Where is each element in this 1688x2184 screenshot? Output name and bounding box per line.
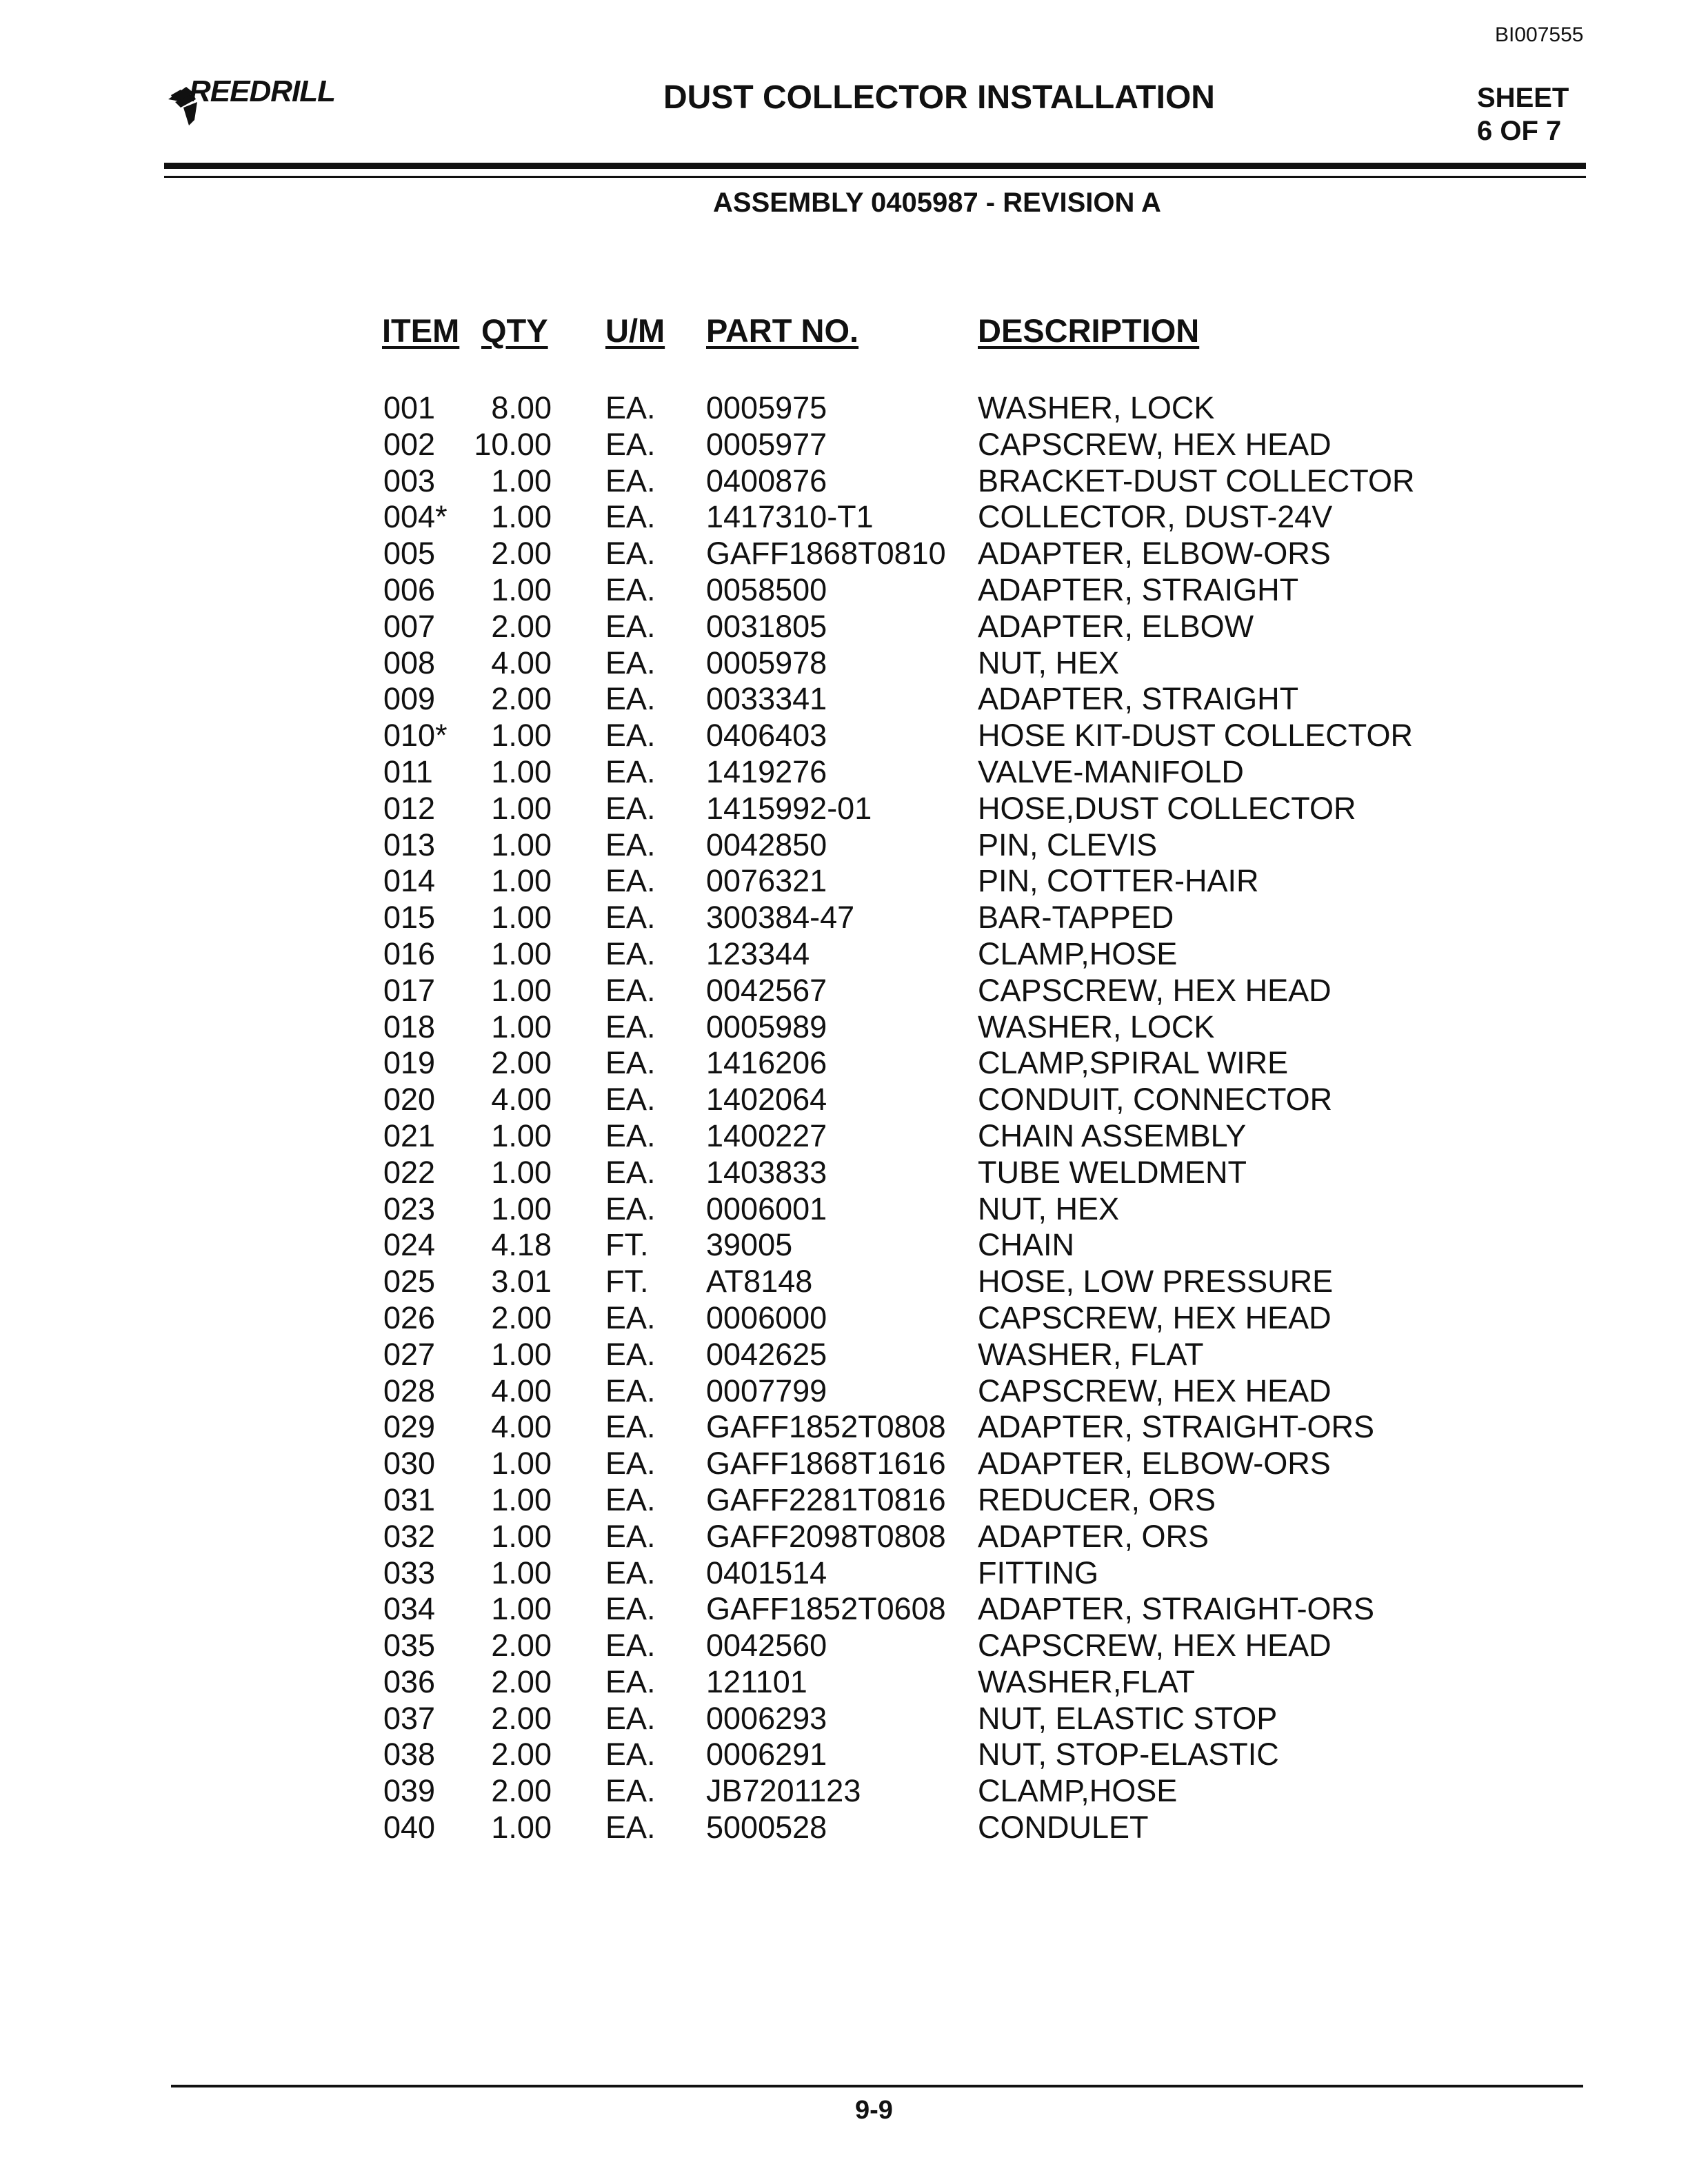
table-row: [0, 900, 1688, 936]
table-row: [0, 1446, 1688, 1482]
table-row: [0, 390, 1688, 427]
item-number: 023: [383, 1191, 436, 1226]
description: ADAPTER, STRAIGHT-ORS: [978, 1409, 1375, 1445]
quantity: 1.00: [491, 1009, 552, 1044]
unit-of-measure: EA.: [605, 1045, 656, 1081]
description: HOSE, LOW PRESSURE: [978, 1264, 1334, 1300]
item-number: 035: [383, 1628, 436, 1664]
description: CONDUIT, CONNECTOR: [978, 1082, 1333, 1118]
description: WASHER, FLAT: [978, 1336, 1204, 1372]
unit-of-measure: EA.: [605, 1154, 656, 1190]
quantity: 1.00: [491, 1518, 552, 1554]
quantity: 3.01: [491, 1264, 552, 1300]
description: HOSE,DUST COLLECTOR: [978, 790, 1356, 826]
table-row: [0, 572, 1688, 609]
item-number: 025: [383, 1264, 436, 1300]
item-number: 032: [383, 1518, 436, 1554]
unit-of-measure: FT.: [605, 1264, 649, 1300]
item-number: 031: [383, 1482, 436, 1517]
table-row: [0, 1701, 1688, 1737]
unit-of-measure: EA.: [605, 390, 656, 425]
part-number: 1400227: [706, 1118, 827, 1153]
item-number: 008: [383, 645, 436, 680]
unit-of-measure: EA.: [605, 536, 656, 572]
table-row: [0, 863, 1688, 900]
quantity: 1.00: [491, 863, 552, 899]
unit-of-measure: EA.: [605, 463, 656, 498]
item-number: 012: [383, 790, 436, 826]
unit-of-measure: EA.: [605, 1810, 656, 1846]
quantity: 1.00: [491, 1336, 552, 1372]
footer-divider: [171, 2085, 1583, 2087]
parts-table: [0, 390, 1688, 1846]
part-number: 0401514: [706, 1555, 827, 1590]
quantity: 4.00: [491, 1409, 552, 1445]
table-row: [0, 1555, 1688, 1592]
part-number: 121101: [706, 1664, 807, 1699]
description: BAR-TAPPED: [978, 900, 1174, 936]
item-number: 016: [383, 936, 436, 971]
part-number: 0005978: [706, 645, 827, 680]
table-row: [0, 1773, 1688, 1810]
item-number: 028: [383, 1373, 436, 1408]
item-number: 010*: [383, 718, 448, 754]
unit-of-measure: EA.: [605, 1737, 656, 1772]
item-number: 040: [383, 1810, 436, 1846]
quantity: 4.00: [491, 1082, 552, 1118]
description: CHAIN: [978, 1227, 1075, 1263]
description: WASHER, LOCK: [978, 390, 1215, 425]
part-number: 0031805: [706, 608, 827, 644]
unit-of-measure: EA.: [605, 718, 656, 754]
description: COLLECTOR, DUST-24V: [978, 499, 1333, 535]
description: ADAPTER, STRAIGHT: [978, 572, 1299, 607]
unit-of-measure: EA.: [605, 1773, 656, 1809]
description: REDUCER, ORS: [978, 1482, 1216, 1517]
unit-of-measure: EA.: [605, 1082, 656, 1118]
unit-of-measure: EA.: [605, 608, 656, 644]
description: NUT, HEX: [978, 1191, 1120, 1226]
quantity: 2.00: [491, 1664, 552, 1699]
part-number: 123344: [706, 936, 810, 971]
item-number: 001: [383, 390, 436, 425]
part-number: 300384-47: [706, 900, 855, 936]
part-number: AT8148: [706, 1264, 813, 1300]
description: ADAPTER, ELBOW: [978, 608, 1254, 644]
table-row: [0, 1737, 1688, 1773]
table-row: [0, 1519, 1688, 1555]
description: CLAMP,HOSE: [978, 1773, 1178, 1809]
quantity: 1.00: [491, 572, 552, 607]
table-row: [0, 1337, 1688, 1373]
description: CHAIN ASSEMBLY: [978, 1118, 1247, 1153]
quantity: 8.00: [491, 390, 552, 425]
item-number: 039: [383, 1773, 436, 1809]
part-number: GAFF1868T0810: [706, 536, 946, 572]
unit-of-measure: EA.: [605, 1518, 656, 1554]
quantity: 1.00: [491, 499, 552, 535]
column-header-qty: QTY: [481, 312, 548, 349]
unit-of-measure: EA.: [605, 1664, 656, 1699]
item-number: 020: [383, 1082, 436, 1118]
quantity: 1.00: [491, 790, 552, 826]
unit-of-measure: EA.: [605, 499, 656, 535]
quantity: 4.18: [491, 1227, 552, 1263]
description: WASHER,FLAT: [978, 1664, 1196, 1699]
unit-of-measure: EA.: [605, 426, 656, 462]
part-number: 0006293: [706, 1700, 827, 1736]
page-number: 9-9: [855, 2096, 893, 2125]
unit-of-measure: EA.: [605, 681, 656, 717]
item-number: 026: [383, 1300, 436, 1335]
table-row: [0, 499, 1688, 536]
column-header-part-no: PART NO.: [706, 312, 859, 349]
description: NUT, HEX: [978, 645, 1120, 680]
unit-of-measure: EA.: [605, 1009, 656, 1044]
table-row: [0, 1045, 1688, 1082]
quantity: 4.00: [491, 1373, 552, 1408]
description: ADAPTER, STRAIGHT: [978, 681, 1299, 717]
quantity: 2.00: [491, 536, 552, 572]
quantity: 2.00: [491, 1300, 552, 1335]
quantity: 1.00: [491, 1154, 552, 1190]
assembly-title: ASSEMBLY 0405987 - REVISION A: [713, 188, 1161, 218]
table-row: [0, 1009, 1688, 1046]
unit-of-measure: EA.: [605, 1591, 656, 1627]
unit-of-measure: EA.: [605, 1409, 656, 1445]
item-number: 018: [383, 1009, 436, 1044]
table-row: [0, 536, 1688, 572]
quantity: 2.00: [491, 1045, 552, 1081]
unit-of-measure: EA.: [605, 1446, 656, 1482]
sheet-label: SHEET: [1477, 83, 1569, 113]
quantity: 1.00: [491, 1191, 552, 1226]
quantity: 2.00: [491, 608, 552, 644]
item-number: 017: [383, 972, 436, 1008]
table-row: [0, 1373, 1688, 1410]
unit-of-measure: EA.: [605, 790, 656, 826]
column-header-um: U/M: [605, 312, 665, 349]
table-row: [0, 1810, 1688, 1846]
part-number: 5000528: [706, 1810, 827, 1846]
unit-of-measure: EA.: [605, 1118, 656, 1153]
column-header-description: DESCRIPTION: [978, 312, 1200, 349]
part-number: JB7201123: [706, 1773, 861, 1809]
item-number: 022: [383, 1154, 436, 1190]
description: CLAMP,HOSE: [978, 936, 1178, 971]
part-number: GAFF2281T0816: [706, 1482, 946, 1517]
description: CAPSCREW, HEX HEAD: [978, 1373, 1332, 1408]
sheet-indicator: [1477, 81, 1569, 148]
part-number: 0005977: [706, 426, 827, 462]
part-number: 0076321: [706, 863, 827, 899]
table-row: [0, 936, 1688, 973]
part-number: GAFF1852T0608: [706, 1591, 946, 1627]
item-number: 038: [383, 1737, 436, 1772]
sheet-number: 6 OF 7: [1477, 116, 1562, 146]
description: CONDULET: [978, 1810, 1149, 1846]
table-row: [0, 609, 1688, 645]
description: FITTING: [978, 1555, 1098, 1590]
description: ADAPTER, ELBOW-ORS: [978, 1446, 1331, 1482]
item-number: 005: [383, 536, 436, 572]
table-row: [0, 1409, 1688, 1446]
page-title: DUST COLLECTOR INSTALLATION: [663, 79, 1215, 116]
unit-of-measure: EA.: [605, 1700, 656, 1736]
unit-of-measure: EA.: [605, 1555, 656, 1590]
unit-of-measure: EA.: [605, 827, 656, 862]
part-number: 0042850: [706, 827, 827, 862]
item-number: 027: [383, 1336, 436, 1372]
unit-of-measure: EA.: [605, 1300, 656, 1335]
unit-of-measure: EA.: [605, 1628, 656, 1664]
unit-of-measure: EA.: [605, 1191, 656, 1226]
item-number: 003: [383, 463, 436, 498]
quantity: 2.00: [491, 1628, 552, 1664]
unit-of-measure: EA.: [605, 972, 656, 1008]
description: BRACKET-DUST COLLECTOR: [978, 463, 1415, 498]
item-number: 002: [383, 426, 436, 462]
part-number: 1402064: [706, 1082, 827, 1118]
description: CAPSCREW, HEX HEAD: [978, 1300, 1332, 1335]
part-number: 1416206: [706, 1045, 827, 1081]
item-number: 007: [383, 608, 436, 644]
description: HOSE KIT-DUST COLLECTOR: [978, 718, 1413, 754]
part-number: 0042567: [706, 972, 827, 1008]
part-number: 1417310-T1: [706, 499, 874, 535]
table-row: [0, 1482, 1688, 1519]
part-number: 0042560: [706, 1628, 827, 1664]
table-row: [0, 791, 1688, 827]
quantity: 2.00: [491, 1700, 552, 1736]
part-number: 1419276: [706, 754, 827, 789]
item-number: 013: [383, 827, 436, 862]
description: NUT, STOP-ELASTIC: [978, 1737, 1279, 1772]
unit-of-measure: FT.: [605, 1227, 649, 1263]
description: PIN, COTTER-HAIR: [978, 863, 1259, 899]
table-row: [0, 1118, 1688, 1155]
quantity: 1.00: [491, 1810, 552, 1846]
quantity: 2.00: [491, 1773, 552, 1809]
table-row: [0, 1591, 1688, 1628]
table-row: [0, 427, 1688, 463]
table-row: [0, 973, 1688, 1009]
unit-of-measure: EA.: [605, 645, 656, 680]
table-row: [0, 1155, 1688, 1191]
table-row: [0, 1082, 1688, 1118]
part-number: 0006000: [706, 1300, 827, 1335]
unit-of-measure: EA.: [605, 936, 656, 971]
quantity: 2.00: [491, 1737, 552, 1772]
description: PIN, CLEVIS: [978, 827, 1158, 862]
quantity: 1.00: [491, 1118, 552, 1153]
description: CAPSCREW, HEX HEAD: [978, 426, 1332, 462]
quantity: 1.00: [491, 1591, 552, 1627]
unit-of-measure: EA.: [605, 1373, 656, 1408]
table-row: [0, 463, 1688, 500]
header-divider: [164, 163, 1586, 169]
unit-of-measure: EA.: [605, 900, 656, 936]
item-number: 011: [383, 754, 433, 789]
description: CAPSCREW, HEX HEAD: [978, 1628, 1332, 1664]
quantity: 1.00: [491, 718, 552, 754]
reedrill-logo: [165, 74, 372, 132]
unit-of-measure: EA.: [605, 1336, 656, 1372]
table-row: [0, 1191, 1688, 1228]
item-number: 021: [383, 1118, 436, 1153]
item-number: 033: [383, 1555, 436, 1590]
item-number: 030: [383, 1446, 436, 1482]
quantity: 1.00: [491, 754, 552, 789]
quantity: 10.00: [474, 426, 552, 462]
quantity: 1.00: [491, 1555, 552, 1590]
logo-text: REEDRILL: [189, 74, 335, 108]
unit-of-measure: EA.: [605, 754, 656, 789]
item-number: 036: [383, 1664, 436, 1699]
part-number: 1403833: [706, 1154, 827, 1190]
table-row: [0, 1227, 1688, 1264]
part-number: 0406403: [706, 718, 827, 754]
quantity: 4.00: [491, 645, 552, 680]
part-number: GAFF1868T1616: [706, 1446, 946, 1482]
part-number: 39005: [706, 1227, 793, 1263]
table-row: [0, 718, 1688, 754]
unit-of-measure: EA.: [605, 863, 656, 899]
part-number: GAFF1852T0808: [706, 1409, 946, 1445]
table-row: [0, 1628, 1688, 1664]
quantity: 1.00: [491, 1482, 552, 1517]
part-number: 0007799: [706, 1373, 827, 1408]
table-row: [0, 681, 1688, 718]
item-number: 029: [383, 1409, 436, 1445]
item-number: 034: [383, 1591, 436, 1627]
description: TUBE WELDMENT: [978, 1154, 1247, 1190]
item-number: 009: [383, 681, 436, 717]
header-divider-thin: [164, 176, 1586, 178]
table-row: [0, 754, 1688, 791]
part-number: 0005975: [706, 390, 827, 425]
part-number: GAFF2098T0808: [706, 1518, 946, 1554]
part-number: 0400876: [706, 463, 827, 498]
quantity: 1.00: [491, 463, 552, 498]
document-id: BI007555: [1495, 23, 1584, 46]
item-number: 024: [383, 1227, 436, 1263]
description: NUT, ELASTIC STOP: [978, 1700, 1278, 1736]
part-number: 0006001: [706, 1191, 827, 1226]
description: ADAPTER, ORS: [978, 1518, 1209, 1554]
table-row: [0, 1300, 1688, 1337]
part-number: 1415992-01: [706, 790, 872, 826]
unit-of-measure: EA.: [605, 572, 656, 607]
description: WASHER, LOCK: [978, 1009, 1215, 1044]
quantity: 1.00: [491, 827, 552, 862]
table-row: [0, 1264, 1688, 1300]
column-header-item: ITEM: [382, 312, 460, 349]
item-number: 019: [383, 1045, 436, 1081]
quantity: 1.00: [491, 972, 552, 1008]
table-row: [0, 1664, 1688, 1701]
description: VALVE-MANIFOLD: [978, 754, 1244, 789]
description: ADAPTER, ELBOW-ORS: [978, 536, 1331, 572]
quantity: 1.00: [491, 900, 552, 936]
item-number: 004*: [383, 499, 448, 535]
item-number: 015: [383, 900, 436, 936]
quantity: 2.00: [491, 681, 552, 717]
part-number: 0042625: [706, 1336, 827, 1372]
item-number: 014: [383, 863, 436, 899]
unit-of-measure: EA.: [605, 1482, 656, 1517]
table-row: [0, 827, 1688, 864]
part-number: 0005989: [706, 1009, 827, 1044]
item-number: 037: [383, 1700, 436, 1736]
quantity: 1.00: [491, 1446, 552, 1482]
part-number: 0006291: [706, 1737, 827, 1772]
part-number: 0033341: [706, 681, 827, 717]
part-number: 0058500: [706, 572, 827, 607]
description: CLAMP,SPIRAL WIRE: [978, 1045, 1289, 1081]
description: ADAPTER, STRAIGHT-ORS: [978, 1591, 1375, 1627]
item-number: 006: [383, 572, 436, 607]
quantity: 1.00: [491, 936, 552, 971]
description: CAPSCREW, HEX HEAD: [978, 972, 1332, 1008]
table-row: [0, 645, 1688, 682]
